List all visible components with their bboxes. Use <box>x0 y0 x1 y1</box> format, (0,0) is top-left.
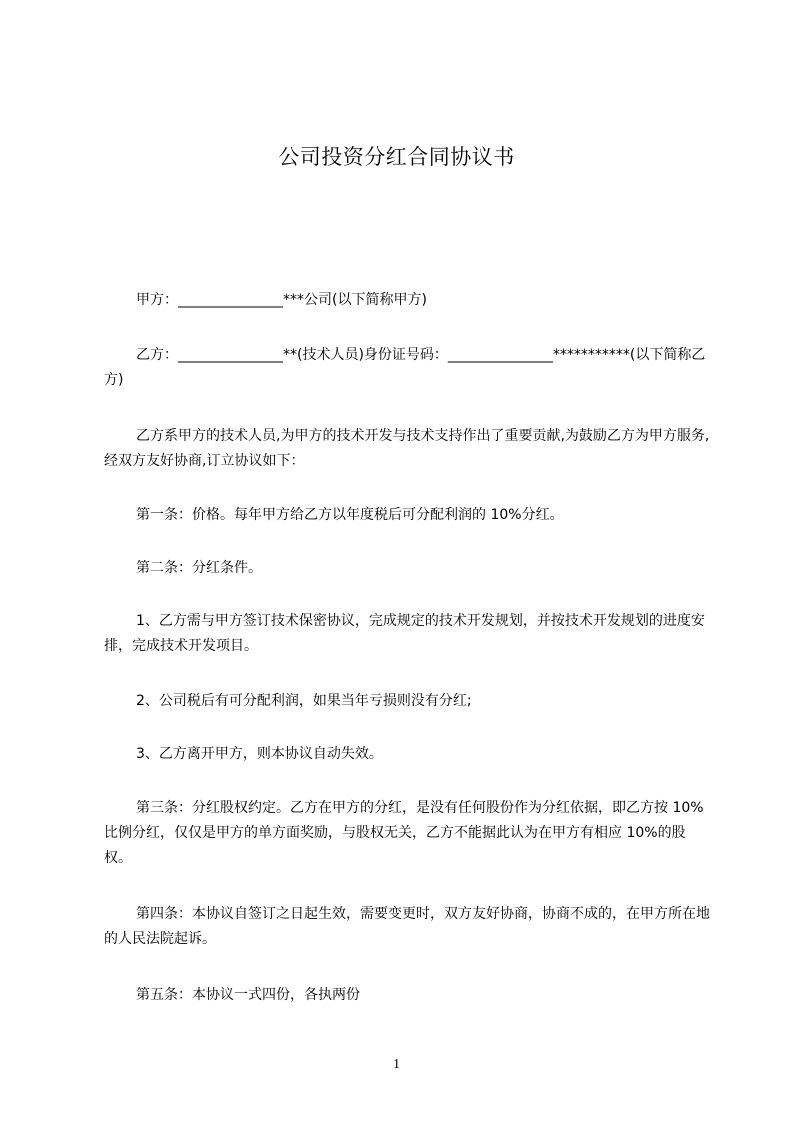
page-number: 1 <box>393 1057 400 1072</box>
article-2-clause-1: 1、乙方需与甲方签订技术保密协议，完成规定的技术开发规划，并按技术开发规划的进度安排，完成技术开发项目。 <box>104 613 705 654</box>
article-5-paragraph: 第五条：本协议一式四份，各执两份 <box>136 987 360 1003</box>
preamble-paragraph: 乙方系甲方的技术人员,为甲方的技术开发与技术支持作出了重要贡献,为鼓励乙方为甲方服务,经双方友好协商,订立协议如下： <box>104 428 710 469</box>
article-1-paragraph: 第一条：价格。每年甲方给乙方以年度税后可分配利润的 10%分红。 <box>136 507 564 523</box>
document-title: 公司投资分红合同协议书 <box>278 145 515 169</box>
article-2-heading: 第二条：分红条件。 <box>136 560 262 576</box>
article-2-clause-2: 2、公司税后有可分配利润，如果当年亏损则没有分红; <box>136 693 472 709</box>
article-3-paragraph: 第三条：分红股权约定。乙方在甲方的分红，是没有任何股份作为分红依据，即乙方按 10%比例分红，仅仅是甲方的单方面奖励，与股权无关，乙方不能据此认为在甲方有相应 10%的股权。 <box>104 800 704 866</box>
party-b-line: 乙方：_______________**(技术人员)身份证号码：_______________***********(以下简称乙方) <box>104 347 706 388</box>
party-a-line: 甲方：_______________***公司(以下简称甲方) <box>136 292 427 308</box>
article-2-clause-3: 3、乙方离开甲方，则本协议自动失效。 <box>136 746 383 762</box>
article-4-paragraph: 第四条：本协议自签订之日起生效，需要变更时，双方友好协商，协商不成的，在甲方所在地的人民法院起诉。 <box>104 906 710 947</box>
